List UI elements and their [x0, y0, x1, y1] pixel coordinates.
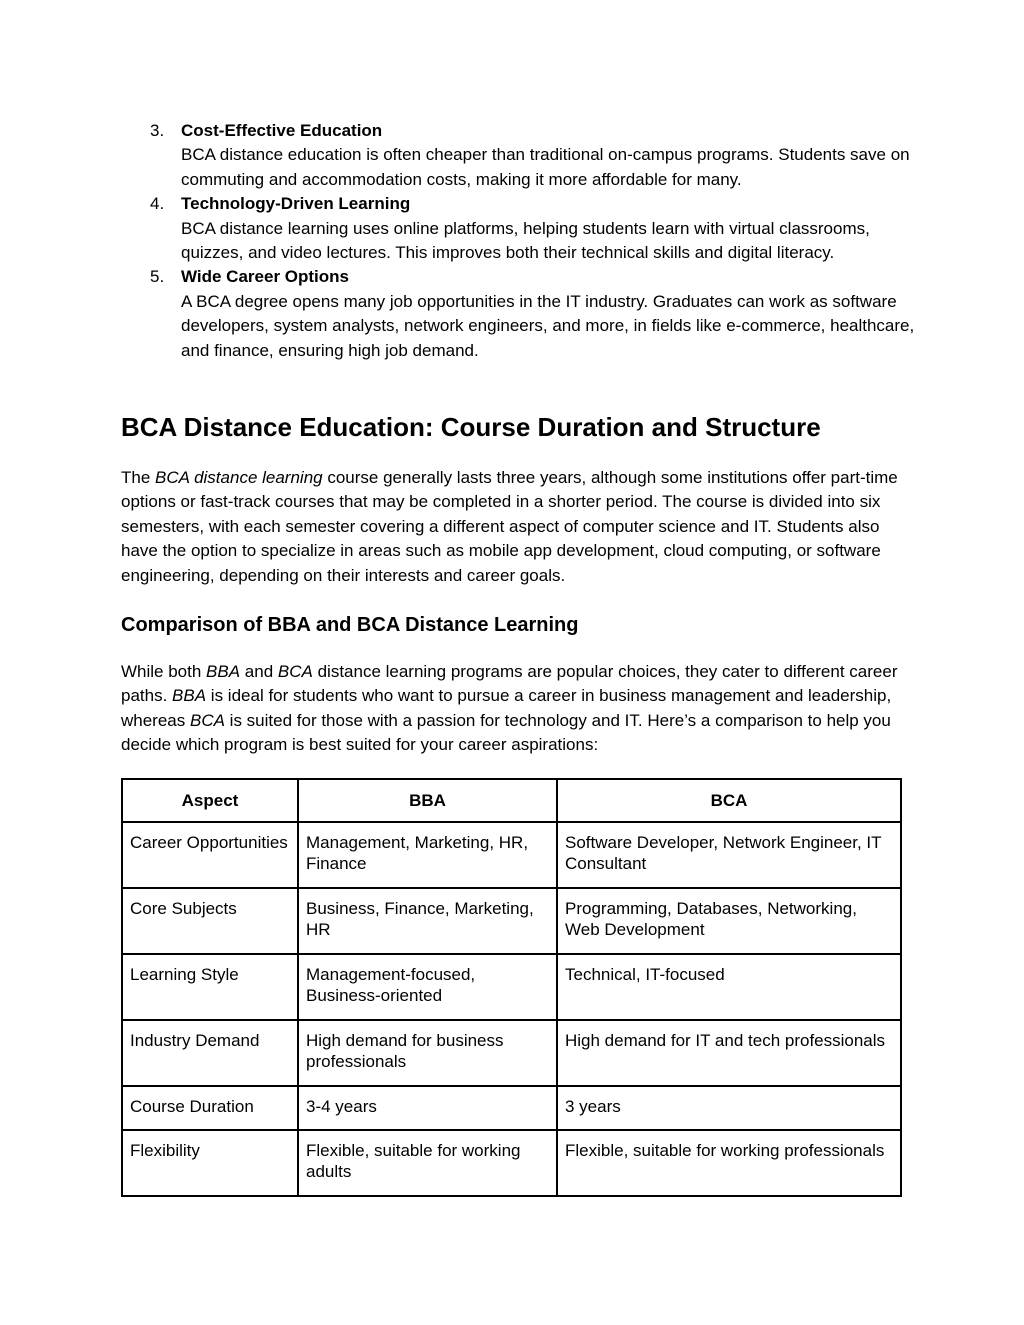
table-cell: High demand for business professionals	[298, 1020, 557, 1086]
table-row	[122, 822, 901, 888]
table-cell: Industry Demand	[122, 1020, 298, 1086]
table-cell: Management-focused, Business-oriented	[298, 954, 557, 1020]
table-cell: Programming, Databases, Networking, Web Development	[557, 888, 901, 954]
table-row	[122, 1020, 901, 1086]
emphasis-text: BCA	[189, 710, 225, 730]
list-item-title: Cost-Effective Education	[181, 121, 383, 140]
table-cell: Technical, IT-focused	[557, 954, 901, 1020]
table-row	[122, 1130, 901, 1196]
list-item	[0, 192, 1024, 265]
table-row	[122, 954, 901, 1020]
text-run: is suited for those with a passion for technology and IT. Here’s a comparison to help you decide which program is best suited for your career aspirations:	[121, 710, 891, 755]
table-cell: Flexibility	[122, 1130, 298, 1196]
table-cell: Flexible, suitable for working adults	[298, 1130, 557, 1196]
table-cell: 3-4 years	[298, 1086, 557, 1130]
emphasis-text: BCA	[277, 662, 313, 681]
column-header-bca: BCA	[557, 779, 901, 822]
text-run: is ideal for students who want to pursue a career in business management and leadership, whereas	[121, 686, 892, 730]
list-item-description: A BCA degree opens many job opportunities in the IT industry. Graduates can work as software developers, system analysts, network engineers, and more, in fields like e-commerce, healthcare, and finance, ensuring high job demand.	[181, 291, 915, 360]
list-item-title: Wide Career Options	[181, 267, 349, 287]
list-item	[0, 265, 1024, 363]
comparison-paragraph	[121, 660, 911, 758]
list-item-title: Technology-Driven Learning	[181, 194, 411, 214]
comparison-table	[121, 778, 902, 1197]
table-row	[122, 888, 901, 954]
table-cell: 3 years	[557, 1086, 901, 1130]
table-cell: Management, Marketing, HR, Finance	[298, 822, 557, 888]
text-run: course generally lasts three years, although some institutions offer part-time options or fast-track courses that may be completed in a shorter period. The course is divided into six semesters, with each semester covering a different aspect of computer science and IT. Students also have the option to specialize in areas such as mobile app development, cloud computing, or software engineering, depending on their interests and career goals.	[121, 468, 898, 585]
comparison-heading: Comparison of BBA and BCA Distance Learning	[121, 614, 579, 636]
table-cell: High demand for IT and tech professionals	[557, 1020, 901, 1086]
section-heading: BCA Distance Education: Course Duration and Structure	[121, 412, 821, 442]
emphasis-text: BBA	[172, 686, 207, 706]
list-item	[0, 119, 1024, 192]
emphasis-text: BCA distance learning	[155, 468, 323, 487]
table-cell: Business, Finance, Marketing, HR	[298, 888, 557, 954]
table-cell: Course Duration	[122, 1086, 298, 1130]
table-header-row	[122, 779, 901, 822]
text-run: distance learning programs are popular choices, they cater to different career paths.	[121, 662, 898, 706]
text-run: While both	[121, 662, 207, 681]
table-cell: Career Opportunities	[122, 822, 298, 888]
table-cell: Flexible, suitable for working professionals	[557, 1130, 901, 1196]
table-cell: Core Subjects	[122, 888, 298, 954]
duration-paragraph	[121, 466, 911, 588]
table-cell: Software Developer, Network Engineer, IT Consultant	[557, 822, 901, 888]
table-row	[122, 1086, 901, 1130]
list-number: 4.	[150, 194, 165, 214]
text-run: and	[240, 662, 278, 681]
text-run: The	[121, 468, 156, 487]
emphasis-text: BBA	[206, 662, 241, 681]
column-header-aspect: Aspect	[122, 779, 298, 822]
column-header-bba: BBA	[298, 779, 557, 822]
table-cell: Learning Style	[122, 954, 298, 1020]
list-number: 5.	[150, 267, 165, 287]
list-item-description: BCA distance education is often cheaper than traditional on-campus programs. Students save on commuting and accommodation costs, making it more affordable for many.	[181, 145, 910, 189]
list-number: 3.	[150, 121, 165, 140]
benefits-list	[0, 119, 1024, 363]
list-item-description: BCA distance learning uses online platforms, helping students learn with virtual classrooms, quizzes, and video lectures. This improves both their technical skills and digital literacy.	[181, 218, 870, 263]
